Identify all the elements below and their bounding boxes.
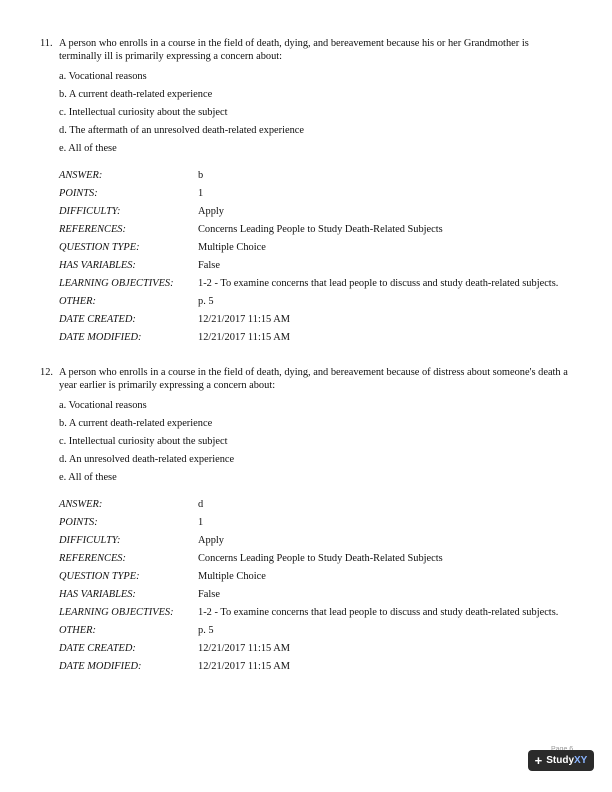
meta-value: Concerns Leading People to Study Death-Related Subjects — [198, 553, 443, 564]
studyxy-badge[interactable] — [528, 750, 594, 771]
meta-value: 12/21/2017 11:15 AM — [198, 314, 290, 325]
meta-value: 12/21/2017 11:15 AM — [198, 643, 290, 654]
choice-d: d. An unresolved death-related experience — [59, 454, 235, 465]
meta-date-created — [59, 311, 570, 329]
meta-value: 1 — [198, 517, 204, 528]
meta-references — [59, 221, 570, 239]
answer-choices — [59, 397, 570, 487]
meta-learning-objectives — [59, 275, 570, 293]
answer-choices — [59, 68, 570, 158]
meta-value: 1-2 - To examine concerns that lead people to discuss and study death-related subjects. — [198, 278, 559, 289]
choice-a: a. Vocational reasons — [59, 71, 147, 82]
question-number: 11. — [40, 38, 53, 49]
question-metadata — [59, 496, 570, 676]
meta-label: OTHER: — [59, 296, 96, 307]
meta-label: OTHER: — [59, 625, 96, 636]
meta-value: d — [198, 499, 204, 510]
meta-value: Multiple Choice — [198, 242, 266, 253]
choice-c: c. Intellectual curiosity about the subject — [59, 107, 228, 118]
meta-value: False — [198, 260, 220, 271]
meta-value: p. 5 — [198, 296, 214, 307]
meta-learning-objectives — [59, 604, 570, 622]
meta-label: ANSWER: — [59, 499, 103, 510]
meta-date-modified — [59, 329, 570, 347]
choice-e: e. All of these — [59, 472, 117, 483]
meta-label: POINTS: — [59, 517, 98, 528]
meta-label: LEARNING OBJECTIVES: — [59, 278, 174, 289]
meta-has-variables — [59, 586, 570, 604]
badge-study-text: Study — [546, 755, 575, 766]
question-metadata — [59, 167, 570, 347]
meta-value: Apply — [198, 206, 224, 217]
meta-difficulty — [59, 532, 570, 550]
choice-e: e. All of these — [59, 143, 117, 154]
meta-answer — [59, 496, 570, 514]
meta-value: Concerns Leading People to Study Death-Related Subjects — [198, 224, 443, 235]
meta-answer — [59, 167, 570, 185]
meta-value: b — [198, 170, 204, 181]
question-text: A person who enrolls in a course in the field of death, dying, and bereavement because of distress about someone's death a year earlier is primarily expressing a concern about: — [59, 367, 568, 391]
meta-has-variables — [59, 257, 570, 275]
question-11 — [40, 37, 570, 347]
meta-label: REFERENCES: — [59, 224, 126, 235]
meta-other — [59, 293, 570, 311]
question-text: A person who enrolls in a course in the field of death, dying, and bereavement because his or her Grandmother is terminally ill is primarily expressing a concern about: — [59, 38, 529, 62]
meta-references — [59, 550, 570, 568]
meta-label: DATE MODIFIED: — [59, 661, 142, 672]
badge-brand — [546, 755, 587, 766]
meta-value: Multiple Choice — [198, 571, 266, 582]
meta-value: 1-2 - To examine concerns that lead people to discuss and study death-related subjects. — [198, 607, 559, 618]
plus-icon: + — [534, 753, 543, 768]
meta-points — [59, 185, 570, 203]
choice-b: b. A current death-related experience — [59, 89, 213, 100]
meta-label: POINTS: — [59, 188, 98, 199]
meta-value: 12/21/2017 11:15 AM — [198, 661, 290, 672]
meta-label: DIFFICULTY: — [59, 206, 121, 217]
meta-value: 1 — [198, 188, 204, 199]
choice-b: b. A current death-related experience — [59, 418, 213, 429]
meta-points — [59, 514, 570, 532]
meta-date-modified — [59, 658, 570, 676]
meta-label: HAS VARIABLES: — [59, 589, 136, 600]
choice-d: d. The aftermath of an unresolved death-related experience — [59, 125, 305, 136]
meta-label: DIFFICULTY: — [59, 535, 121, 546]
meta-value: False — [198, 589, 220, 600]
meta-date-created — [59, 640, 570, 658]
meta-value: p. 5 — [198, 625, 214, 636]
meta-label: REFERENCES: — [59, 553, 126, 564]
choice-a: a. Vocational reasons — [59, 400, 147, 411]
meta-question-type — [59, 239, 570, 257]
meta-question-type — [59, 568, 570, 586]
choice-c: c. Intellectual curiosity about the subject — [59, 436, 228, 447]
meta-label: DATE MODIFIED: — [59, 332, 142, 343]
meta-value: Apply — [198, 535, 224, 546]
meta-label: ANSWER: — [59, 170, 103, 181]
meta-label: QUESTION TYPE: — [59, 571, 140, 582]
meta-value: 12/21/2017 11:15 AM — [198, 332, 290, 343]
question-number: 12. — [40, 367, 53, 378]
meta-label: DATE CREATED: — [59, 643, 136, 654]
meta-label: QUESTION TYPE: — [59, 242, 140, 253]
question-header — [40, 37, 570, 63]
badge-xy-text: XY — [574, 755, 588, 766]
meta-other — [59, 622, 570, 640]
meta-label: DATE CREATED: — [59, 314, 136, 325]
question-header — [40, 366, 570, 392]
meta-difficulty — [59, 203, 570, 221]
meta-label: HAS VARIABLES: — [59, 260, 136, 271]
question-12 — [40, 366, 570, 676]
meta-label: LEARNING OBJECTIVES: — [59, 607, 174, 618]
